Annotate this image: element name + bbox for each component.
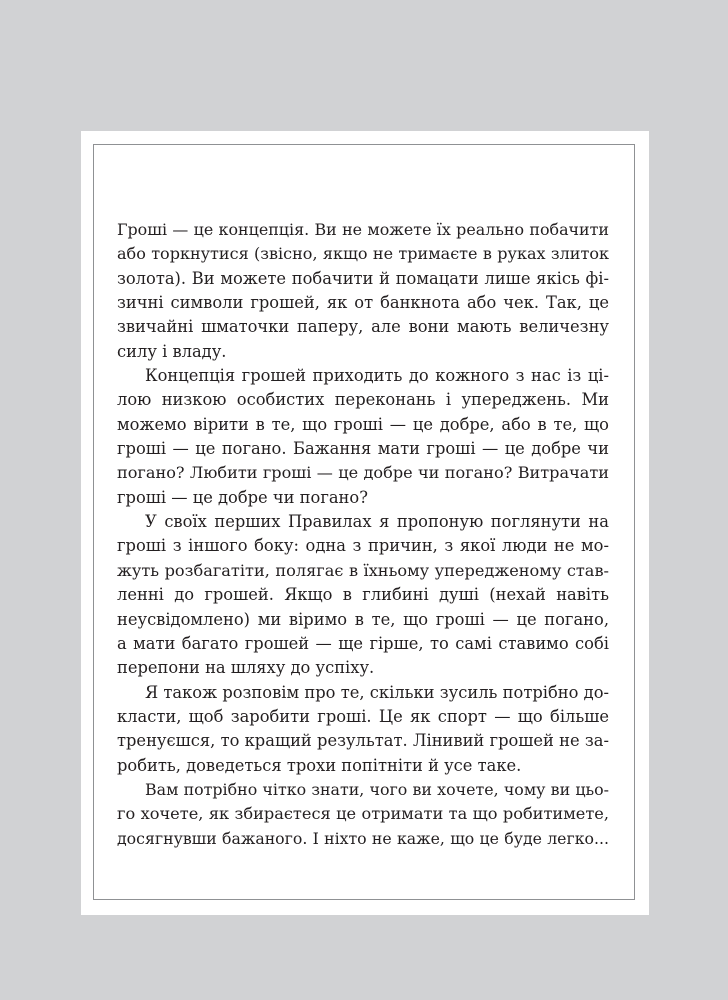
text-line: досягнувши бажаного. І ніхто не каже, що це буде легко... [117,828,609,848]
text-line: Концепція грошей приходить до кожного з нас із ці- [145,366,609,386]
document-page [81,131,649,915]
text-line: У своїх перших Правилах я пропоную поглянути на [145,512,609,532]
text-line: робить, доведеться трохи попітніти й усе таке. [117,755,522,775]
text-line: класти, щоб заробити гроші. Це як спорт — що більше [117,706,609,726]
text-line: звичайні шматочки паперу, але вони мають величезну [117,317,609,337]
text-line: перепони на шляху до успіху. [117,658,375,678]
text-line: золота). Ви можете побачити й помацати лише якісь фі- [117,268,609,288]
text-line: погано? Любити гроші — це добре чи погано? Витрачати [117,463,609,483]
text-line: Вам потрібно чітко знати, чого ви хочете, чому ви цьо- [145,779,609,799]
paragraph [117,218,609,364]
paragraph [117,681,609,778]
text-line: Гроші — це концепція. Ви не можете їх реально побачити [117,220,609,239]
text-line: ленні до грошей. Якщо в глибині душі (нехай навіть [117,585,609,605]
text-line: го хочете, як збираєтеся це отримати та що робитимете, [117,804,609,824]
text-line: лою низкою особистих переконань і упереджень. Ми [117,390,609,410]
text-line: або торкнутися (звісно, якщо не тримаєте в руках злиток [117,244,609,264]
paragraph [117,510,609,680]
text-line: тренуєшся, то кращий результат. Лінивий грошей не за- [117,731,609,751]
text-line: можемо вірити в те, що гроші — це добре, або в те, що [117,414,609,434]
text-line: Я також розповім про те, скільки зусиль потрібно до- [145,682,609,702]
body-text [117,218,609,851]
text-line: гроші — це погано. Бажання мати гроші — це добре чи [117,439,609,459]
text-line: зичні символи грошей, як от банкнота або чек. Так, це [117,293,609,313]
text-line: силу і владу. [117,341,227,361]
paragraph [117,778,609,851]
paragraph [117,364,609,510]
text-line: неусвідомлено) ми віримо в те, що гроші — це погано, [117,609,609,629]
text-line: жуть розбагатіти, полягає в їхньому упередженому став- [117,560,609,580]
text-line: гроші з іншого боку: одна з причин, з якої люди не мо- [117,536,609,556]
text-line: гроші — це добре чи погано? [117,487,368,507]
text-line: а мати багато грошей — ще гірше, то самі ставимо собі [117,633,609,653]
